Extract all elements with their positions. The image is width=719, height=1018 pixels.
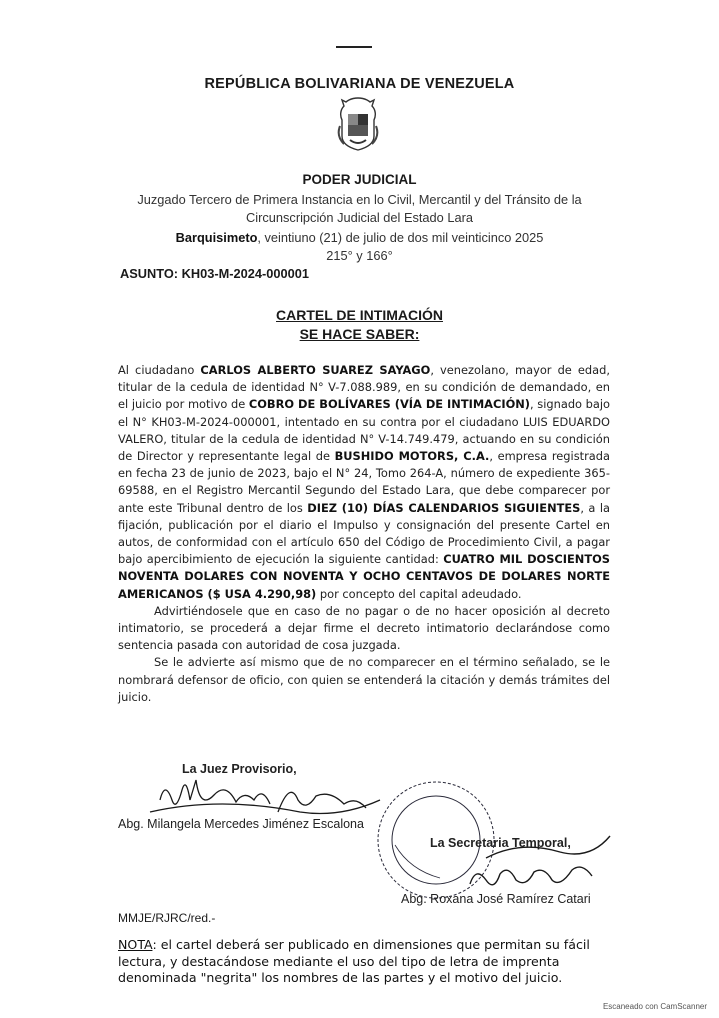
p1-text-d: , empresa registrada en fecha 23 de junio de 2023, bajo el N° 24, Tomo 264-A, número de expediente 365-69588, en el Registro Mercantil Segundo del Estado Lara, que debe comparecer por ante este Tribunal dentro de los (118, 449, 610, 515)
monto-adeudado: CUATRO MIL DOSCIENTOS NOVENTA DOLARES CON NOVENTA Y OCHO CENTAVOS DE DOLARES NORTE AMERICANOS ($ USA 4.290,98) (118, 552, 610, 601)
plazo-dias: DIEZ (10) DÍAS CALENDARIOS SIGUIENTES (307, 500, 581, 515)
p1-text-c: , signado bajo el N° KH03-M-2024-000001, intentado en su contra por el ciudadano LUIS EDUARDO VALERO, titular de la cedula de identidad N° V-14.749.479, actuando en su condición de Director y representante legal de (118, 397, 611, 464)
juzgado-line-2: Circunscripción Judicial del Estado Lara (246, 210, 473, 225)
juez-title: La Juez Provisorio, (182, 762, 297, 776)
nota-text: : el cartel deberá ser publicado en dimensiones que permitan su fácil lectura, y destacándose mediante el uso del tipo de letra de imprenta denominada "negrita" los nombres de las partes y el motivo del juicio. (118, 937, 590, 985)
paragraph-3: Se le advierte así mismo que de no comparecer en el término señalado, se le nombrará defensor de oficio, con quien se entenderá la citación y demás trámites del juicio. (118, 655, 610, 704)
reference-initials: MMJE/RJRC/red.- (118, 911, 216, 925)
paragraph-2: Advirtiéndosele que en caso de no pagar o de no hacer oposición al decreto intimatorio, se procederá a dejar firme el decreto intimatorio declarándose como sentencia pasada con autoridad de cosa juzgada. (118, 603, 610, 653)
poder-judicial-heading: PODER JUDICIAL (302, 172, 417, 187)
scanner-watermark: Escaneado con CamScanner (602, 1002, 707, 1011)
cartel-title: CARTEL DE INTIMACIÓN (276, 307, 443, 323)
motivo-juicio: COBRO DE BOLÍVARES (VÍA DE INTIMACIÓN) (248, 397, 531, 412)
p1-text-f: por concepto del capital adeudado. (316, 586, 522, 601)
nota-paragraph (118, 937, 618, 987)
date-text: , veintiuno (21) de julio de dos mil veinticinco 2025 (257, 230, 544, 245)
empresa-name: BUSHIDO MOTORS, C.A. (334, 449, 490, 464)
p1-text-b: , venezolano, mayor de edad, titular de la cedula de identidad N° V-7.088.989, en su condición de demandado, en el juicio por motivo de (118, 363, 610, 412)
cartel-subtitle: SE HACE SABER: (299, 326, 420, 342)
juez-signature (150, 780, 380, 814)
city: Barquisimeto (175, 230, 258, 245)
juzgado-line-1: Juzgado Tercero de Primera Instancia en lo Civil, Mercantil y del Tránsito de la (137, 192, 582, 207)
secretaria-title: La Secretaria Temporal, (430, 836, 571, 850)
p1-text-e: , a la fijación, publicación por el diario el Impulso y consignación del presente Cartel en autos, de conformidad con el artículo 650 del Código de Procedimiento Civil, a pagar bajo apercibimiento de ejecución la siguiente cantidad: (118, 500, 610, 567)
juez-name: Abg. Milangela Mercedes Jiménez Escalona (118, 817, 364, 831)
years-line: 215° y 166° (326, 248, 393, 263)
republica-heading: REPÚBLICA BOLIVARIANA DE VENEZUELA (204, 76, 515, 92)
nota-label: NOTA (118, 937, 153, 952)
demandado-name: CARLOS ALBERTO SUAREZ SAYAGO (200, 363, 431, 377)
asunto-label: ASUNTO: KH03-M-2024-000001 (120, 266, 309, 281)
p1-text-a: Al ciudadano (118, 363, 201, 377)
secretaria-name: Abg. Roxana José Ramírez Catari (401, 892, 591, 906)
